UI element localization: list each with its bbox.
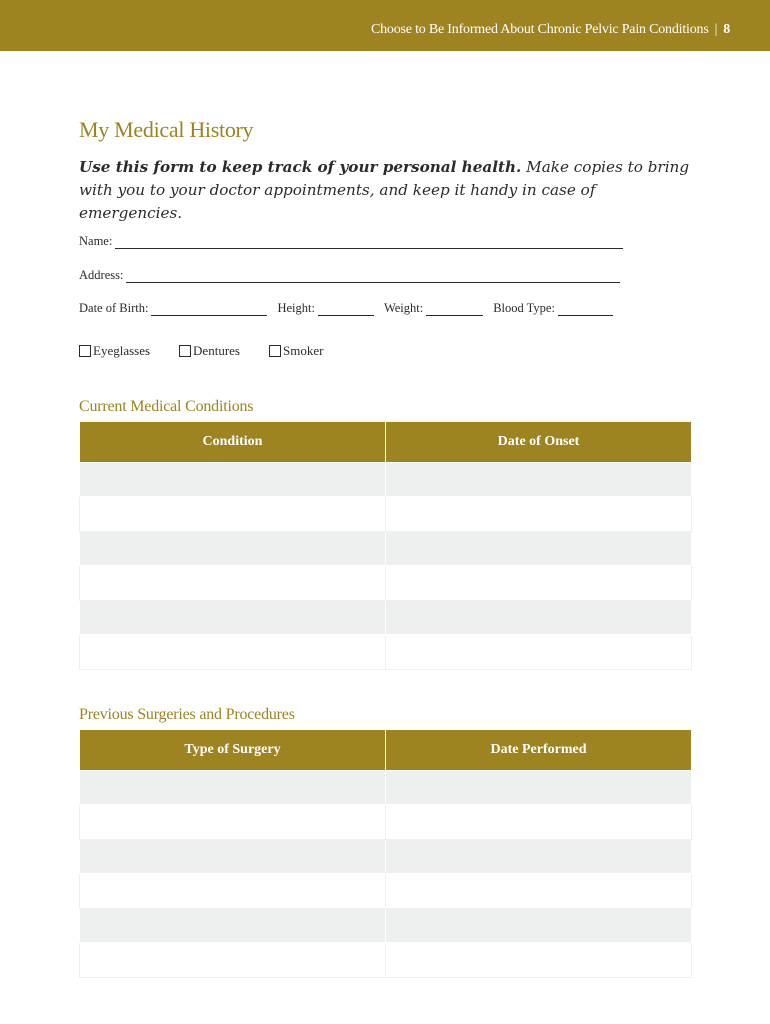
table-row	[80, 770, 692, 805]
column-header-date-of-onset: Date of Onset	[386, 422, 692, 462]
date-performed-cell[interactable]	[386, 874, 692, 909]
column-header-type-of-surgery: Type of Surgery	[80, 730, 386, 770]
name-field	[79, 234, 623, 249]
date-performed-cell[interactable]	[386, 770, 692, 805]
column-header-date-performed: Date Performed	[386, 730, 692, 770]
intro-bold: Use this form to keep track of your personal health.	[79, 158, 522, 176]
table-row	[80, 462, 692, 497]
vitals-row	[79, 301, 613, 316]
weight-label: Weight:	[383, 301, 424, 315]
checkbox-group	[79, 343, 323, 359]
table-row	[80, 600, 692, 635]
surgery-type-cell[interactable]	[80, 770, 386, 805]
table-row	[80, 943, 692, 978]
table-row	[80, 908, 692, 943]
checkbox-square[interactable]	[269, 345, 281, 357]
name-label: Name:	[79, 234, 113, 248]
header-separator: |	[714, 22, 718, 37]
table-row	[80, 874, 692, 909]
date-of-onset-cell[interactable]	[386, 497, 692, 532]
intro-rest: Make copies to bring with you to your doctor appointments, and keep it handy in case of emergencies.	[79, 158, 690, 222]
running-title: Choose to Be Informed About Chronic Pelvic Pain Conditions	[370, 22, 709, 37]
surgeries-table	[79, 730, 692, 978]
checkbox-label: Eyeglasses	[93, 343, 151, 358]
date-of-onset-cell[interactable]	[386, 600, 692, 635]
condition-cell[interactable]	[80, 635, 386, 670]
date-of-onset-cell[interactable]	[386, 531, 692, 566]
address-input-line[interactable]	[126, 271, 620, 283]
blood-type-label: Blood Type:	[493, 301, 555, 315]
table-row	[80, 839, 692, 874]
date-of-onset-cell[interactable]	[386, 635, 692, 670]
address-field	[79, 268, 620, 283]
intro-paragraph	[79, 156, 699, 225]
checkbox-label: Smoker	[282, 343, 324, 358]
checkbox-label: Dentures	[193, 343, 240, 358]
table-row	[80, 497, 692, 532]
surgery-type-cell[interactable]	[80, 908, 386, 943]
blood-type-input-line[interactable]	[558, 304, 613, 316]
condition-cell[interactable]	[80, 600, 386, 635]
dob-label: Date of Birth:	[79, 301, 149, 315]
surgery-type-cell[interactable]	[80, 943, 386, 978]
eyeglasses-checkbox[interactable]	[79, 343, 150, 359]
smoker-checkbox[interactable]	[269, 343, 323, 359]
date-performed-cell[interactable]	[386, 943, 692, 978]
dentures-checkbox[interactable]	[179, 343, 240, 359]
date-performed-cell[interactable]	[386, 908, 692, 943]
height-input-line[interactable]	[318, 304, 374, 316]
condition-cell[interactable]	[80, 497, 386, 532]
condition-cell[interactable]	[80, 566, 386, 601]
conditions-section-title: Current Medical Conditions	[79, 398, 254, 415]
page-title: My Medical History	[79, 117, 254, 142]
table-row	[80, 805, 692, 840]
checkbox-square[interactable]	[179, 345, 191, 357]
date-performed-cell[interactable]	[386, 839, 692, 874]
surgery-type-cell[interactable]	[80, 874, 386, 909]
date-performed-cell[interactable]	[386, 805, 692, 840]
date-of-onset-cell[interactable]	[386, 462, 692, 497]
checkbox-square[interactable]	[79, 345, 91, 357]
running-header	[371, 22, 730, 38]
dob-input-line[interactable]	[151, 304, 267, 316]
conditions-table	[79, 422, 692, 670]
table-header-row	[80, 422, 692, 462]
table-row	[80, 635, 692, 670]
date-of-onset-cell[interactable]	[386, 566, 692, 601]
surgeries-section-title: Previous Surgeries and Procedures	[79, 706, 295, 723]
height-label: Height:	[277, 301, 315, 315]
condition-cell[interactable]	[80, 462, 386, 497]
address-label: Address:	[79, 268, 124, 282]
table-row	[80, 566, 692, 601]
table-header-row	[80, 730, 692, 770]
column-header-condition: Condition	[80, 422, 386, 462]
name-input-line[interactable]	[115, 237, 623, 249]
surgery-type-cell[interactable]	[80, 839, 386, 874]
table-row	[80, 531, 692, 566]
page-number: 8	[723, 22, 730, 37]
weight-input-line[interactable]	[426, 304, 483, 316]
header-bar	[0, 0, 770, 51]
surgery-type-cell[interactable]	[80, 805, 386, 840]
condition-cell[interactable]	[80, 531, 386, 566]
